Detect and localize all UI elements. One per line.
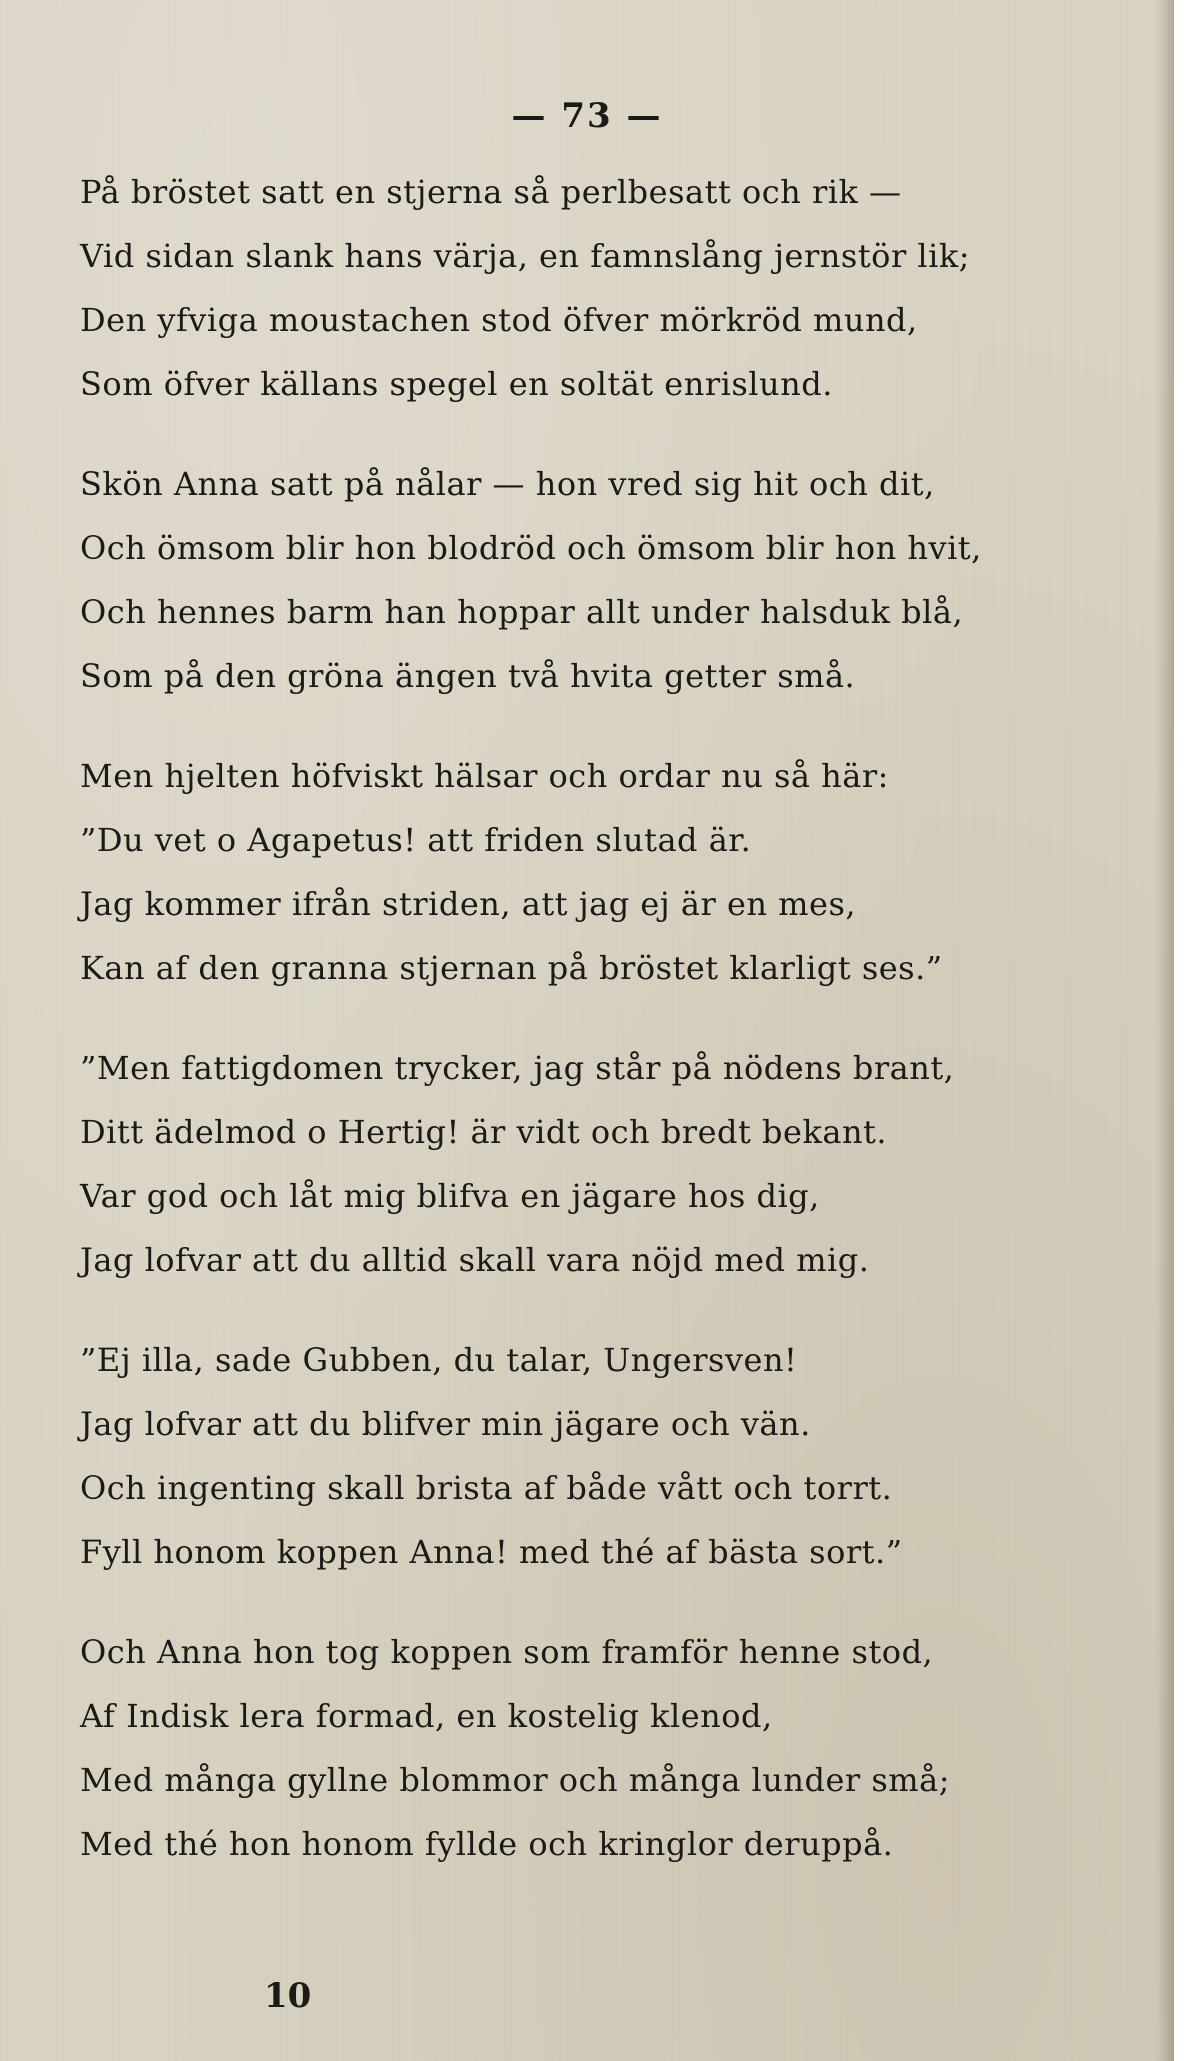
page-number: — 73 — (511, 96, 663, 136)
stanza-4 (80, 1036, 1100, 1292)
stanza-6 (80, 1620, 1100, 1876)
verse-line: Och ömsom blir hon blodröd och ömsom blir hon hvit, (80, 529, 982, 567)
verse-line: Som öfver källans spegel en soltät enrislund. (80, 365, 833, 403)
verse-line: Den yfviga moustachen stod öfver mörkröd mund, (80, 301, 918, 339)
verse-line: Som på den gröna ängen två hvita getter små. (80, 657, 856, 695)
poem-body (80, 160, 1100, 1912)
signature-mark: 10 (264, 1976, 312, 2016)
verse-line: På bröstet satt en stjerna så perlbesatt och rik — (80, 173, 902, 211)
verse-line: Vid sidan slank hans värja, en famnslång jernstör lik; (80, 237, 971, 275)
verse-line: Jag kommer ifrån striden, att jag ej är en mes, (80, 885, 857, 923)
verse-line: Af Indisk lera formad, en kostelig klenod, (80, 1697, 773, 1735)
stanza-5 (80, 1328, 1100, 1584)
stanza-2 (80, 452, 1100, 708)
stanza-1 (80, 160, 1100, 416)
verse-line: ”Du vet o Agapetus! att friden slutad är. (80, 821, 752, 859)
verse-line: Och Anna hon tog koppen som framför henne stod, (80, 1633, 934, 1671)
verse-line: ”Men fattigdomen trycker, jag står på nödens brant, (80, 1049, 955, 1087)
verse-line: Fyll honom koppen Anna! med thé af bästa sort.” (80, 1533, 903, 1571)
verse-line: Med thé hon honom fyllde och kringlor deruppå. (80, 1825, 894, 1863)
verse-line: Jag lofvar att du alltid skall vara nöjd med mig. (80, 1241, 870, 1279)
verse-line: Med många gyllne blommor och många lunder små; (80, 1761, 950, 1799)
verse-line: ”Ej illa, sade Gubben, du talar, Ungersven! (80, 1341, 798, 1379)
verse-line: Kan af den granna stjernan på bröstet klarligt ses.” (80, 949, 943, 987)
verse-line: Var god och låt mig blifva en jägare hos dig, (80, 1177, 820, 1215)
verse-line: Jag lofvar att du blifver min jägare och vän. (80, 1405, 811, 1443)
verse-line: Och hennes barm han hoppar allt under halsduk blå, (80, 593, 964, 631)
verse-line: Men hjelten höfviskt hälsar och ordar nu så här: (80, 757, 889, 795)
verse-line: Ditt ädelmod o Hertig! är vidt och bredt bekant. (80, 1113, 888, 1151)
stanza-3 (80, 744, 1100, 1000)
verse-line: Skön Anna satt på nålar — hon vred sig hit och dit, (80, 465, 935, 503)
verse-line: Och ingenting skall brista af både vått och torrt. (80, 1469, 893, 1507)
page-edge-shadow (1156, 0, 1174, 2061)
